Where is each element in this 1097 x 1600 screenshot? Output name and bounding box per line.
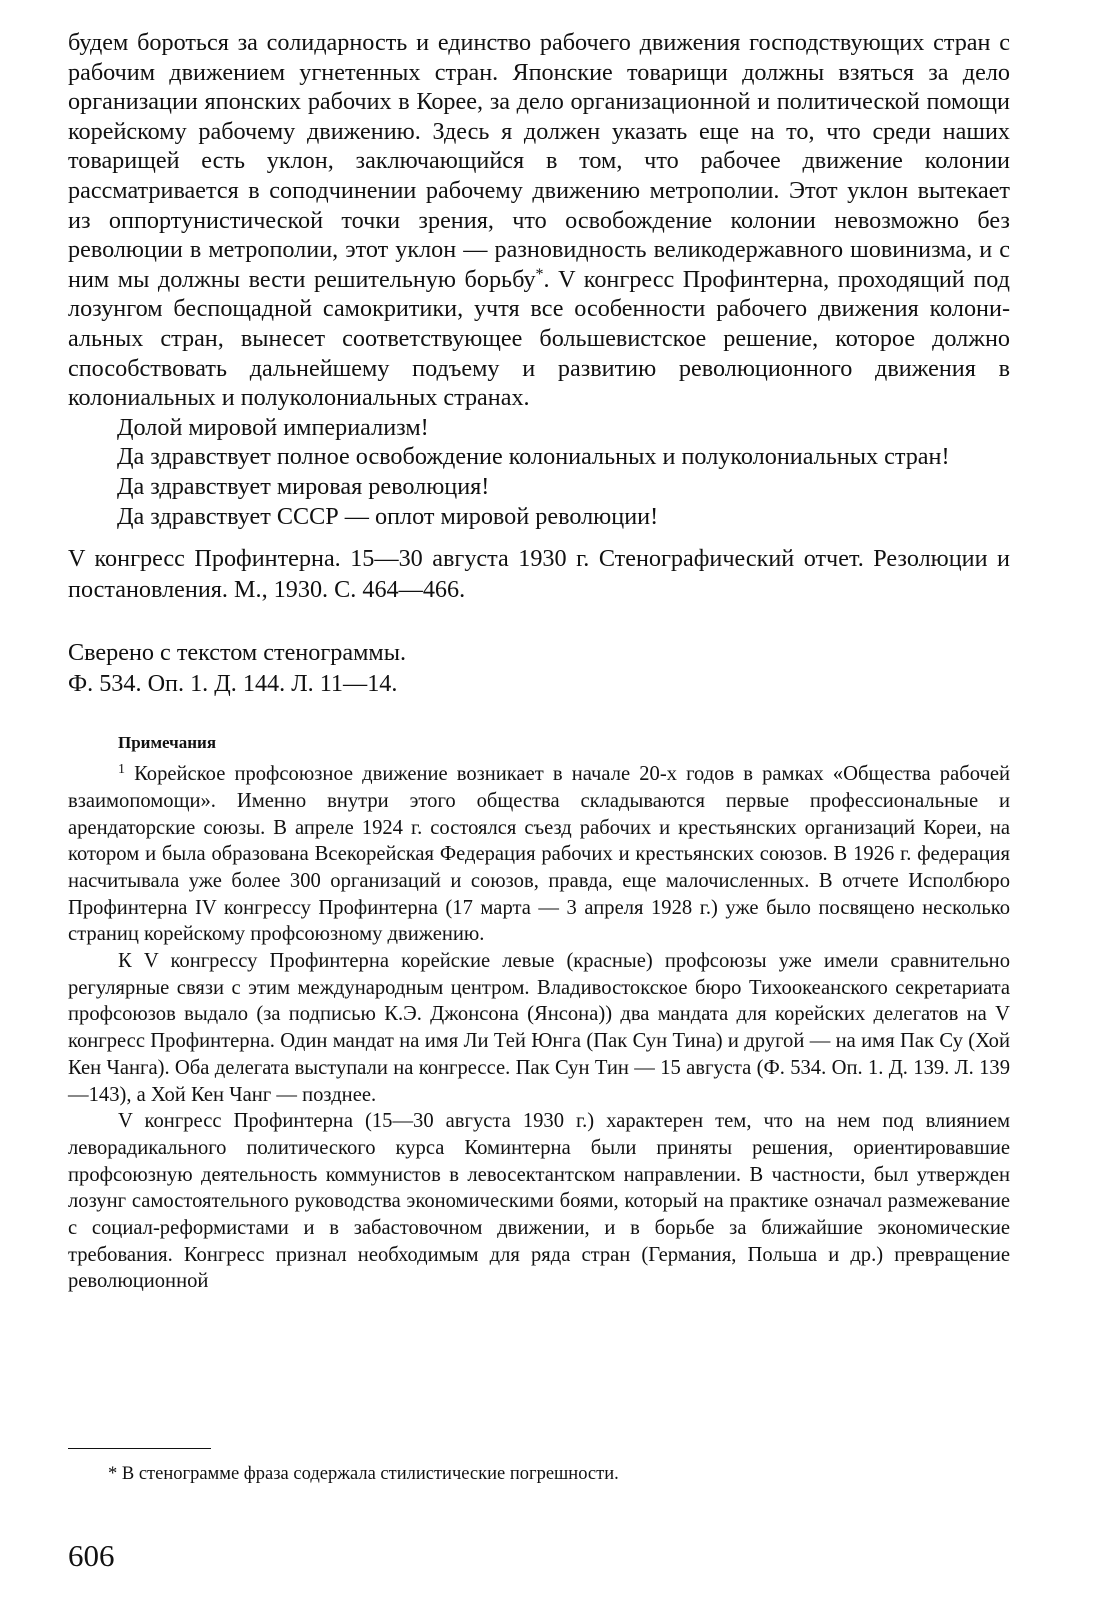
slogan-2: Да здравствует полное освобождение колониальных и полуколониальных стран!: [117, 443, 950, 471]
page-content: [68, 28, 1010, 1295]
archive-line-1: Сверено с текстом стенограммы.: [68, 639, 407, 667]
main-paragraph: [68, 28, 1010, 413]
page-number: 606: [68, 1538, 115, 1573]
footnote-marker: *: [535, 265, 544, 283]
note-marker: 1: [118, 762, 125, 778]
footnote-divider: [68, 1448, 211, 1449]
footnote: * В стенограмме фраза содержала стилистические погрешности.: [108, 1464, 619, 1484]
note-paragraph-1-text: Корейское профсоюзное движение возникает в начале 20-х годов в рамках «Общества рабочей взаимопомощи». Именно внутри этого общества складываются первые профессиональные и арендаторские союзы. В апреле 1924 г. состоялся съезд рабочих и крестьянских организаций Кореи, на котором и была образована Всекорейская Федерация рабочих и крестьянских союзов. В 1926 г. федерация насчитывала уже более 300 организаций и союзов, правда, еще малочисленных. В отчете Исполбюро Профинтерна IV конгрессу Профинтерна (17 марта — 3 апреля 1928 г.) уже было посвящено несколько страниц корейскому профсоюзному движению.: [68, 763, 1010, 946]
notes-title: Примечания: [118, 733, 217, 753]
main-paragraph-part-2: . V конгресс Профинтерна, проходящий под лозунгом беспощадной самокритики, учтя все особенности рабочего движения колониальных стран, вынесет соответствующее большевистское решение, которое должно способствовать дальнейшему подъему и развитию революционного движения в колониальных и полуколониальных странах.: [68, 265, 1010, 412]
archive-line-2: Ф. 534. Оп. 1. Д. 144. Л. 11—14.: [68, 670, 398, 698]
note-paragraph-2: К V конгрессу Профинтерна корейские левые (красные) профсоюзы уже имели сравнительно регулярные связи с этим международным центром. Владивостокское бюро Тихоокеанского секретариата профсоюзов выдало (за подписью К.Э. Джонсона (Янсона)) два мандата для корейских делегатов на V конгресс Профинтерна. Один мандат на имя Ли Тей Юнга (Пак Сун Тина) и другой — на имя Пак Су (Хой Кен Чанга). Оба делегата выступали на конгрессе. Пак Сун Тин — 15 августа (Ф. 534. Оп. 1. Д. 139. Л. 139—143), а Хой Кен Чанг — позднее.: [68, 950, 1010, 1106]
note-paragraph-3: V конгресс Профинтерна (15—30 августа 1930 г.) характерен тем, что на нем под влиянием леворадикального политического курса Коминтерна были приняты решения, ориентировавшие профсоюзную деятельность коммунистов в левосектантском направлении. В частности, был утвержден лозунг самостоятельного руководства экономическими боями, который на практике означал размежевание с социал-реформистами и в забастовочном движении, и в борьбе за ближайшие экономические требования. Конгресс признал необходимым для ряда стран (Германия, Польша и др.) превращение революционной: [68, 1110, 1010, 1293]
slogan-4: Да здравствует СССР — оплот мировой революции!: [117, 502, 659, 530]
main-text: [68, 28, 1010, 531]
notes-section: [68, 761, 1010, 1295]
archive-reference: [68, 637, 1010, 699]
source-citation: V конгресс Профинтерна. 15—30 августа 1930 г. Стенографический отчет. Резолюции и постановления. М., 1930. С. 464—466.: [68, 545, 1010, 604]
slogan-1: Долой мировой империализм!: [117, 413, 429, 441]
note-paragraph-1: [68, 761, 1010, 948]
main-paragraph-part-1: будем бороться за солидарность и единство рабочего движения господствующих стран с рабочим движением угнетенных стран. Японские товарищи должны взяться за дело организации японских рабочих в Корее, за дело организационной и политической помощи корейскому рабочему движению. Здесь я должен указать еще на то, что среди наших товарищей есть уклон, заключающийся в том, что рабочее движение колонии рассматривается в соподчинении рабочему движению метрополии. Этот уклон вытекает из оппортунистической точки зрения, что освобождение колонии невозможно без революции в метрополии, этот уклон — разновидность великодержавного шовинизма, и с ним мы должны вести решительную борьбу: [68, 29, 1010, 293]
slogan-3: Да здравствует мировая революция!: [117, 472, 490, 500]
